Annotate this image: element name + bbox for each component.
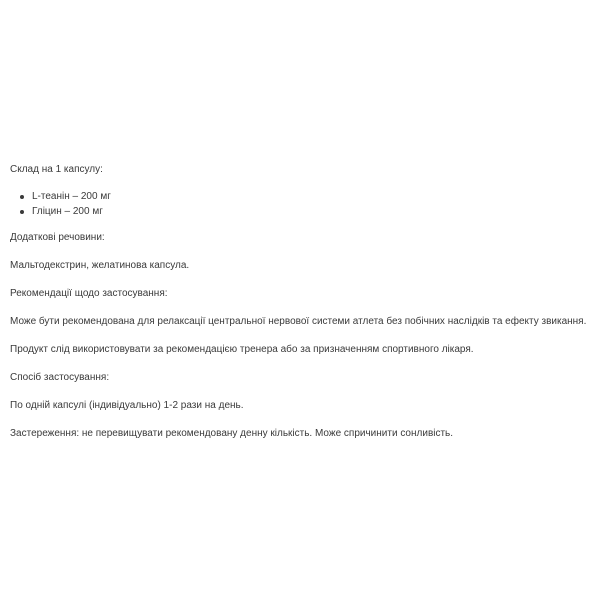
usage-title: Спосіб застосування: [10, 372, 110, 383]
warning-text: Застереження: не перевищувати рекомендовану денну кількість. Може спричинити сонливість. [10, 428, 454, 439]
bullet-icon [20, 210, 24, 214]
usage-text: По одній капсулі (індивідуально) 1-2 рази на день. [10, 400, 244, 411]
list-item [10, 190, 590, 203]
additional-title: Додаткові речовини: [10, 232, 105, 243]
bullet-icon [20, 195, 24, 199]
product-description [10, 163, 590, 440]
composition-title: Склад на 1 капсулу: [10, 164, 103, 175]
additional-text: Мальтодекстрин, желатинова капсула. [10, 260, 190, 271]
ingredient-label: L-теанін – 200 мг [32, 191, 111, 202]
ingredient-label: Гліцин – 200 мг [32, 206, 103, 217]
recommendations-title: Рекомендації щодо застосування: [10, 288, 168, 299]
recommendations-note: Продукт слід використовувати за рекомендацією тренера або за призначенням спортивного лікаря. [10, 344, 474, 355]
recommendations-text: Може бути рекомендована для релаксації центральної нервової системи атлета без побічних наслідків та ефекту звикання. [10, 316, 587, 327]
list-item [10, 205, 590, 218]
ingredients-list [10, 190, 590, 218]
